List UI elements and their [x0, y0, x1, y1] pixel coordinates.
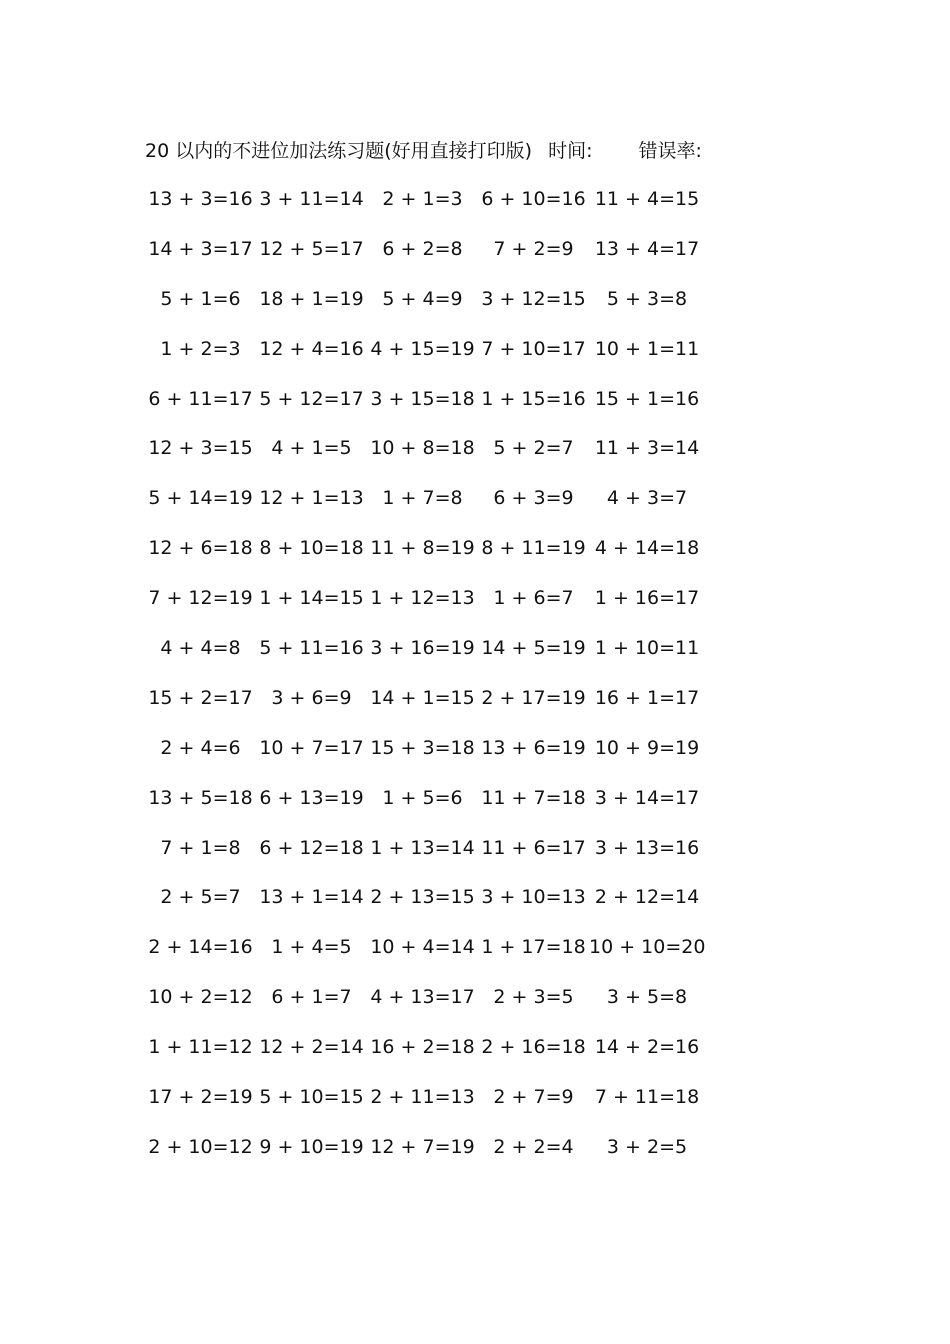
problem-cell: 2 + 14=16 — [148, 936, 253, 959]
problem-cell: 3 + 13=16 — [594, 836, 700, 859]
problem-grid — [145, 186, 705, 1184]
problem-cell: 2 + 11=13 — [370, 1086, 475, 1109]
problem-cell: 4 + 15=19 — [370, 337, 475, 360]
problem-cell: 12 + 4=16 — [259, 337, 364, 360]
problem-cell: 4 + 1=5 — [271, 437, 352, 460]
problem-cell: 13 + 3=16 — [148, 188, 253, 210]
problem-cell: 1 + 14=15 — [259, 587, 364, 610]
title-text: 20 以内的不进位加法练习题(好用直接打印版) — [145, 140, 533, 162]
problem-row — [145, 934, 705, 984]
problem-cell: 10 + 9=19 — [594, 736, 700, 759]
problem-cell: 3 + 15=18 — [370, 387, 475, 410]
problem-cell: 11 + 7=18 — [481, 786, 586, 809]
problem-cell: 15 + 3=18 — [370, 736, 475, 759]
problem-cell: 5 + 11=16 — [259, 637, 364, 660]
problem-cell: 10 + 7=17 — [259, 736, 364, 759]
problem-cell: 3 + 11=14 — [259, 188, 364, 210]
problem-cell: 6 + 3=9 — [493, 487, 574, 510]
problem-cell: 10 + 8=18 — [370, 437, 475, 460]
problem-cell: 10 + 2=12 — [148, 986, 253, 1009]
problem-row — [145, 1084, 705, 1134]
problem-cell: 7 + 11=18 — [594, 1086, 700, 1109]
problem-cell: 2 + 13=15 — [370, 886, 475, 909]
problem-row — [145, 386, 705, 436]
problem-cell: 3 + 6=9 — [271, 686, 352, 709]
problem-row — [145, 485, 705, 535]
problem-cell: 14 + 1=15 — [370, 686, 475, 709]
time-label: 时间: — [548, 140, 593, 162]
problem-row — [145, 435, 705, 485]
problem-cell: 4 + 13=17 — [370, 986, 475, 1009]
problem-cell: 6 + 12=18 — [259, 836, 364, 859]
problem-cell: 6 + 1=7 — [271, 986, 352, 1009]
problem-cell: 12 + 5=17 — [259, 237, 364, 260]
problem-cell: 5 + 2=7 — [493, 437, 574, 460]
problem-cell: 1 + 11=12 — [148, 1036, 253, 1059]
problem-cell: 5 + 1=6 — [160, 287, 241, 310]
problem-cell: 1 + 16=17 — [594, 587, 700, 610]
problem-cell: 11 + 3=14 — [594, 437, 700, 460]
problem-row — [145, 585, 705, 635]
problem-cell: 4 + 3=7 — [606, 487, 688, 510]
problem-row — [145, 336, 705, 386]
problem-row — [145, 286, 705, 336]
problem-row — [145, 186, 705, 236]
problem-cell: 12 + 7=19 — [370, 1135, 475, 1158]
problem-cell: 5 + 3=8 — [606, 287, 688, 310]
problem-row — [145, 835, 705, 885]
problem-cell: 1 + 2=3 — [160, 337, 241, 360]
problem-cell: 10 + 10=20 — [589, 936, 706, 959]
problem-cell: 1 + 5=6 — [382, 786, 463, 809]
problem-row — [145, 984, 705, 1034]
problem-cell: 3 + 10=13 — [481, 886, 586, 909]
problem-cell: 2 + 5=7 — [160, 886, 241, 909]
problem-cell: 3 + 5=8 — [606, 986, 688, 1009]
problem-cell: 2 + 10=12 — [148, 1135, 253, 1158]
problem-row — [145, 884, 705, 934]
problem-cell: 9 + 10=19 — [259, 1135, 364, 1158]
problem-cell: 10 + 1=11 — [594, 337, 700, 360]
problem-cell: 1 + 15=16 — [481, 387, 586, 410]
problem-cell: 7 + 2=9 — [493, 237, 574, 260]
problem-cell: 2 + 2=4 — [493, 1135, 574, 1158]
problem-cell: 2 + 17=19 — [481, 686, 586, 709]
problem-cell: 8 + 11=19 — [481, 537, 586, 560]
problem-cell: 12 + 6=18 — [148, 537, 253, 560]
problem-cell: 13 + 1=14 — [259, 886, 364, 909]
problem-cell: 14 + 3=17 — [148, 237, 253, 260]
problem-cell: 2 + 1=3 — [382, 188, 463, 210]
problem-cell: 4 + 4=8 — [160, 637, 241, 660]
problem-cell: 1 + 7=8 — [382, 487, 463, 510]
problem-cell: 1 + 12=13 — [370, 587, 475, 610]
problem-cell: 5 + 4=9 — [382, 287, 463, 310]
problem-cell: 2 + 12=14 — [594, 886, 700, 909]
problem-cell: 15 + 2=17 — [148, 686, 253, 709]
problem-cell: 5 + 12=17 — [259, 387, 364, 410]
problem-cell: 16 + 2=18 — [370, 1036, 475, 1059]
problem-cell: 14 + 2=16 — [594, 1036, 700, 1059]
problem-cell: 17 + 2=19 — [148, 1086, 253, 1109]
problem-cell: 12 + 2=14 — [259, 1036, 364, 1059]
error-rate-label: 错误率: — [638, 140, 702, 162]
problem-row — [145, 535, 705, 585]
problem-cell: 18 + 1=19 — [259, 287, 364, 310]
problem-cell: 1 + 4=5 — [271, 936, 352, 959]
problem-cell: 6 + 10=16 — [481, 188, 586, 210]
problem-cell: 1 + 10=11 — [594, 637, 700, 660]
problem-cell: 13 + 4=17 — [594, 237, 700, 260]
problem-row — [145, 1034, 705, 1084]
problem-cell: 1 + 17=18 — [481, 936, 586, 959]
problem-cell: 11 + 8=19 — [370, 537, 475, 560]
problem-row — [145, 1134, 705, 1184]
problem-cell: 11 + 6=17 — [481, 836, 586, 859]
problem-cell: 16 + 1=17 — [594, 686, 700, 709]
problem-cell: 2 + 3=5 — [493, 986, 574, 1009]
problem-cell: 5 + 10=15 — [259, 1086, 364, 1109]
problem-cell: 7 + 1=8 — [160, 836, 241, 859]
problem-cell: 12 + 1=13 — [259, 487, 364, 510]
problem-cell: 2 + 16=18 — [481, 1036, 586, 1059]
problem-cell: 2 + 7=9 — [493, 1086, 574, 1109]
problem-cell: 8 + 10=18 — [259, 537, 364, 560]
problem-cell: 13 + 6=19 — [481, 736, 586, 759]
problem-row — [145, 735, 705, 785]
problem-cell: 1 + 13=14 — [370, 836, 475, 859]
problem-cell: 7 + 10=17 — [481, 337, 586, 360]
problem-cell: 11 + 4=15 — [594, 188, 700, 210]
problem-cell: 10 + 4=14 — [370, 936, 475, 959]
problem-cell: 3 + 14=17 — [594, 786, 700, 809]
problem-cell: 3 + 2=5 — [606, 1135, 688, 1158]
problem-cell: 13 + 5=18 — [148, 786, 253, 809]
problem-cell: 2 + 4=6 — [160, 736, 241, 759]
problem-cell: 5 + 14=19 — [148, 487, 253, 510]
problem-cell: 3 + 12=15 — [481, 287, 586, 310]
problem-cell: 7 + 12=19 — [148, 587, 253, 610]
problem-row — [145, 785, 705, 835]
problem-cell: 3 + 16=19 — [370, 637, 475, 660]
problem-cell: 6 + 2=8 — [382, 237, 463, 260]
problem-cell: 15 + 1=16 — [594, 387, 700, 410]
problem-cell: 12 + 3=15 — [148, 437, 253, 460]
problem-cell: 4 + 14=18 — [594, 537, 700, 560]
problem-row — [145, 236, 705, 286]
problem-row — [145, 685, 705, 735]
problem-cell: 14 + 5=19 — [481, 637, 586, 660]
worksheet-title — [145, 138, 702, 164]
problem-cell: 6 + 11=17 — [148, 387, 253, 410]
problem-cell: 1 + 6=7 — [493, 587, 574, 610]
problem-cell: 6 + 13=19 — [259, 786, 364, 809]
problem-row — [145, 635, 705, 685]
